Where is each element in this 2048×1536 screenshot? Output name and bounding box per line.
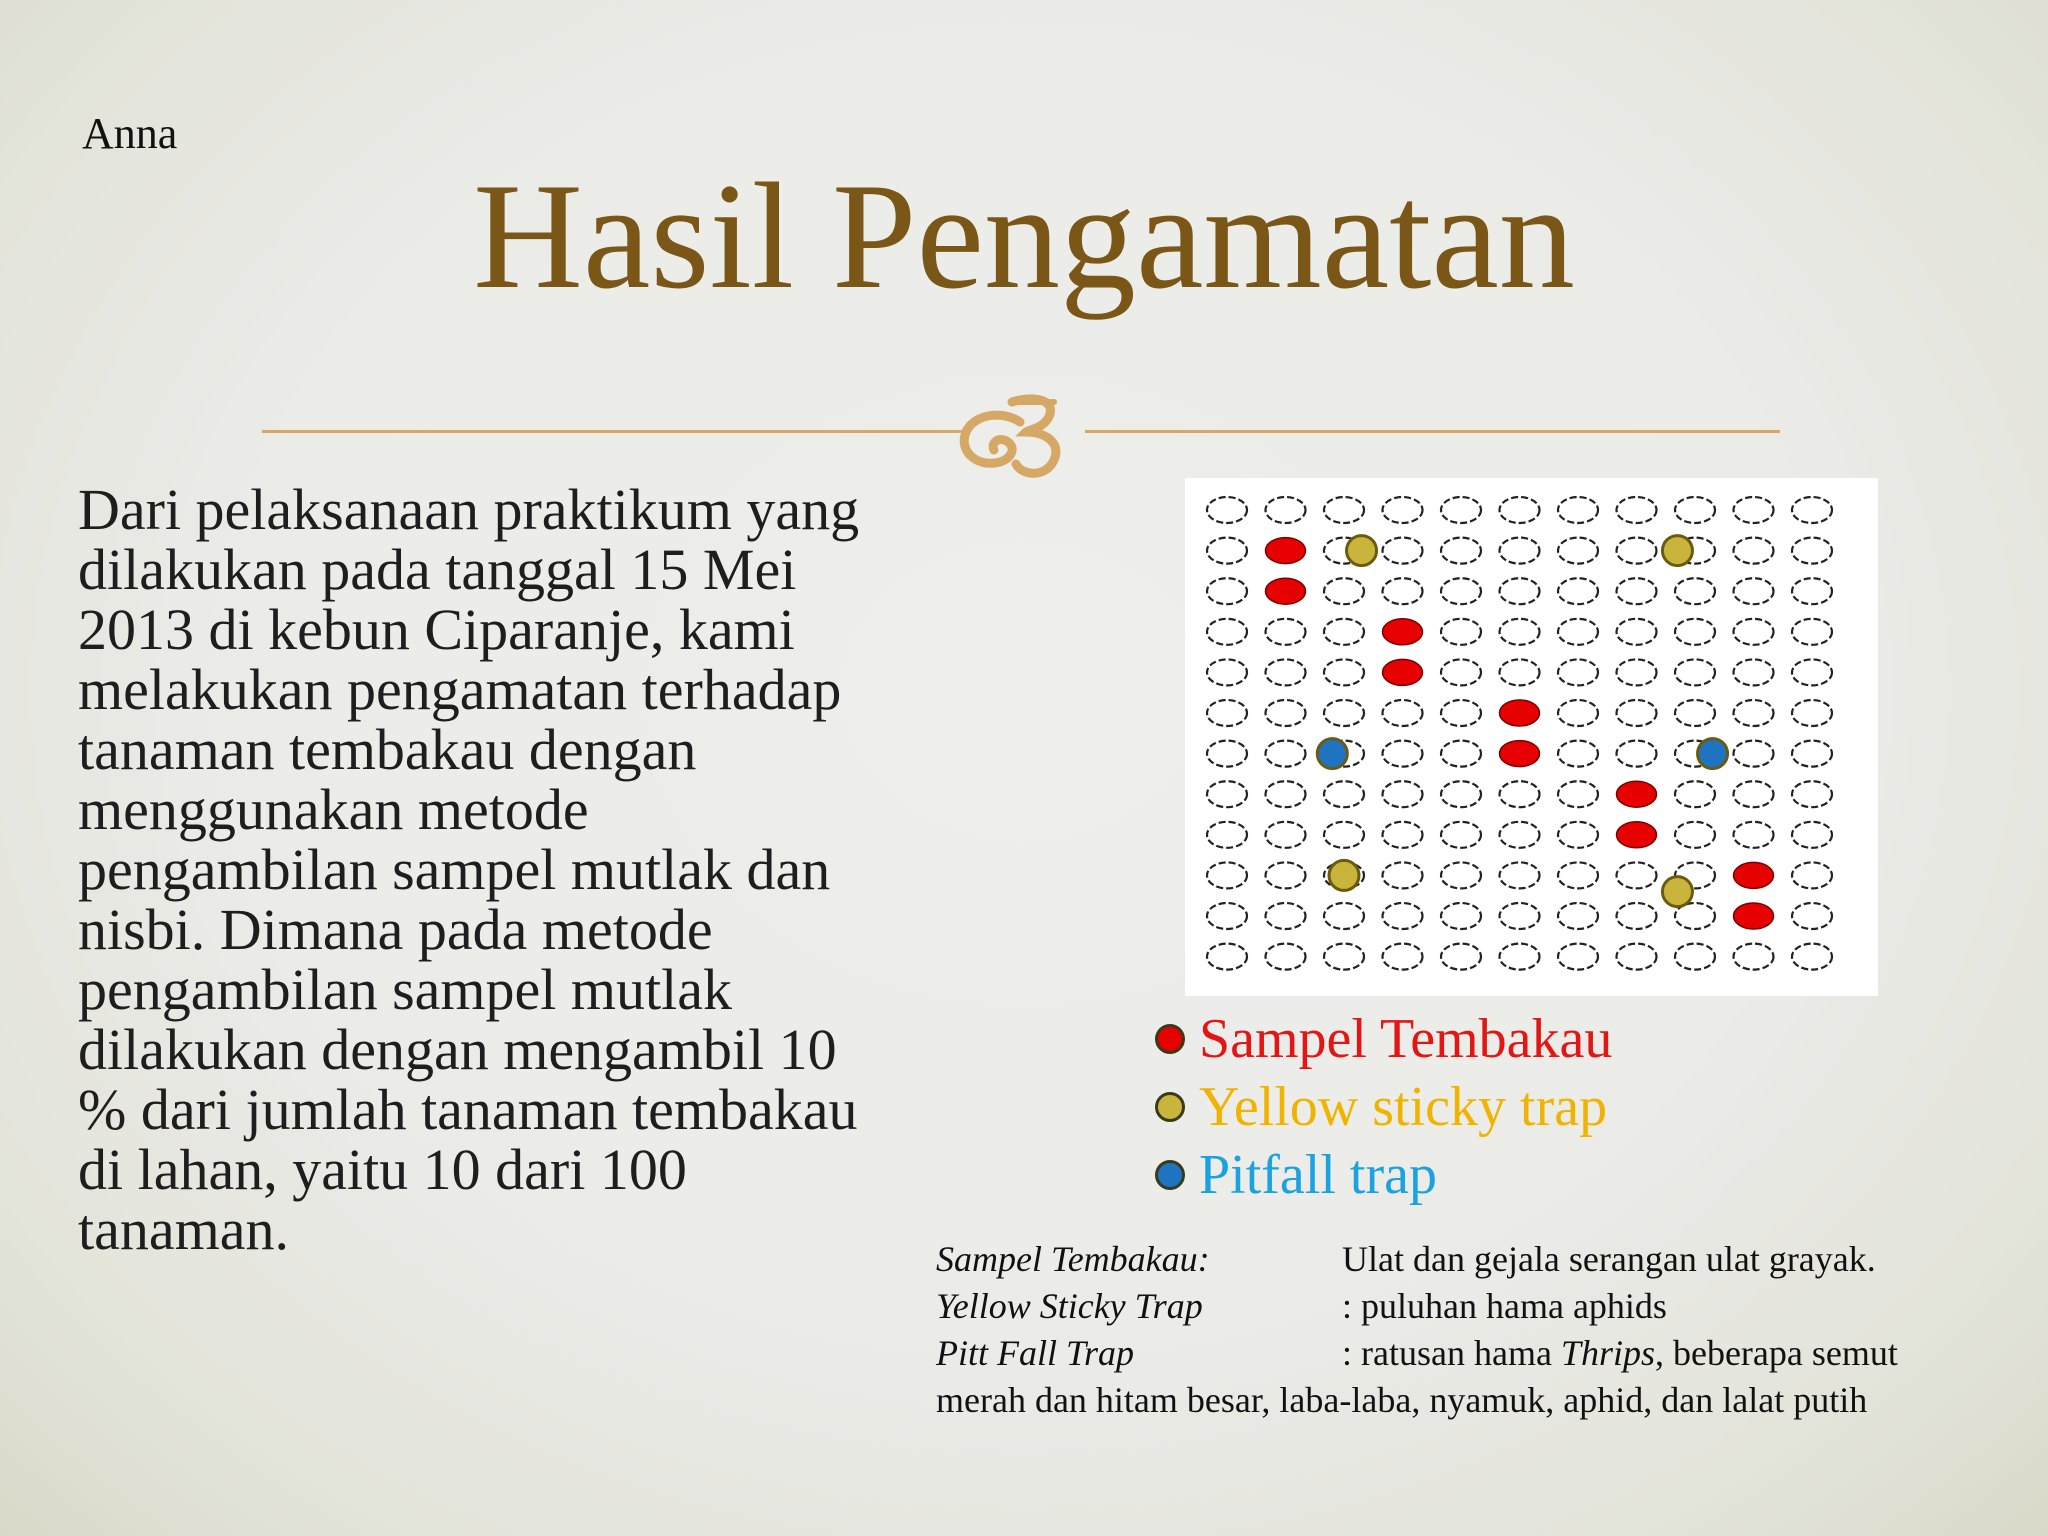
yellow-sticky-trap-marker bbox=[1662, 536, 1692, 566]
yellow-sticky-trap-marker bbox=[1347, 536, 1377, 566]
body-paragraph bbox=[78, 477, 898, 1262]
sampel-tembakau-plant bbox=[1734, 862, 1774, 888]
tobacco-plant bbox=[1675, 659, 1715, 685]
tobacco-plant bbox=[1207, 659, 1247, 685]
tobacco-plant bbox=[1500, 497, 1540, 523]
tobacco-plant bbox=[1441, 538, 1481, 564]
tobacco-plant bbox=[1324, 781, 1364, 807]
tobacco-plant bbox=[1383, 822, 1423, 848]
tobacco-plant bbox=[1207, 862, 1247, 888]
tobacco-plant bbox=[1207, 578, 1247, 604]
tobacco-plant bbox=[1500, 944, 1540, 970]
tobacco-plant bbox=[1558, 619, 1598, 645]
tobacco-plant bbox=[1734, 700, 1774, 726]
tobacco-plant bbox=[1441, 822, 1481, 848]
tobacco-plant bbox=[1792, 822, 1832, 848]
tobacco-plant bbox=[1500, 659, 1540, 685]
flourish-ornament-icon bbox=[950, 380, 1100, 490]
tobacco-plant bbox=[1734, 822, 1774, 848]
tobacco-plant bbox=[1792, 659, 1832, 685]
tobacco-plant bbox=[1792, 497, 1832, 523]
tobacco-plant bbox=[1734, 741, 1774, 767]
pitfall-trap-marker bbox=[1317, 739, 1347, 769]
note-key: Pitt Fall Trap bbox=[936, 1333, 1135, 1373]
note-value-pre: : ratusan hama bbox=[1342, 1333, 1561, 1373]
tobacco-plant bbox=[1324, 578, 1364, 604]
yellow-sticky-trap-marker bbox=[1662, 877, 1692, 907]
sampel-tembakau-plant bbox=[1266, 538, 1306, 564]
note-value bbox=[1342, 1330, 2036, 1377]
note-value-emphasis: Thrips bbox=[1560, 1333, 1655, 1373]
author-label: Anna bbox=[82, 109, 178, 158]
tobacco-plant bbox=[1558, 822, 1598, 848]
tobacco-plant bbox=[1266, 781, 1306, 807]
tobacco-plant bbox=[1558, 538, 1598, 564]
title-divider-right bbox=[1085, 430, 1780, 433]
tobacco-plant bbox=[1441, 619, 1481, 645]
sampel-tembakau-plant bbox=[1617, 822, 1657, 848]
tobacco-plant bbox=[1324, 700, 1364, 726]
tobacco-plant bbox=[1266, 659, 1306, 685]
figure-legend bbox=[1155, 1005, 1612, 1209]
tobacco-plant bbox=[1792, 700, 1832, 726]
tobacco-plant bbox=[1441, 700, 1481, 726]
tobacco-plant bbox=[1266, 741, 1306, 767]
tobacco-plant bbox=[1792, 944, 1832, 970]
tobacco-plant bbox=[1617, 700, 1657, 726]
blue-dot-icon bbox=[1155, 1160, 1185, 1190]
tobacco-plant bbox=[1383, 903, 1423, 929]
slide-title: Hasil Pengamatan bbox=[473, 152, 1575, 320]
note-row-yellow-sticky-trap bbox=[936, 1283, 2036, 1330]
tobacco-plant bbox=[1675, 619, 1715, 645]
tobacco-plant bbox=[1324, 944, 1364, 970]
tobacco-plant bbox=[1324, 822, 1364, 848]
tobacco-plant bbox=[1734, 538, 1774, 564]
tobacco-plant bbox=[1792, 903, 1832, 929]
tobacco-plant bbox=[1558, 578, 1598, 604]
tobacco-plant bbox=[1675, 497, 1715, 523]
tobacco-plant bbox=[1207, 619, 1247, 645]
tobacco-plant bbox=[1792, 619, 1832, 645]
sampel-tembakau-plant bbox=[1266, 578, 1306, 604]
sampel-tembakau-plant bbox=[1383, 619, 1423, 645]
tobacco-plant bbox=[1617, 862, 1657, 888]
note-value: : puluhan hama aphids bbox=[1342, 1286, 1667, 1326]
tobacco-plant bbox=[1207, 822, 1247, 848]
tobacco-plant bbox=[1207, 700, 1247, 726]
tobacco-plant bbox=[1266, 822, 1306, 848]
sampel-tembakau-plant bbox=[1500, 741, 1540, 767]
field-sampling-diagram bbox=[1185, 478, 1878, 996]
tobacco-plant bbox=[1734, 619, 1774, 645]
body-paragraph-text: Dari pelaksanaan praktikum yang dilakukan pada tanggal 15 Mei 2013 di kebun Ciparanje, kami melakukan pengamatan terhadap tanaman tembakau dengan menggunakan metode pengambilan sampel mutlak dan nisbi. Dimana pada metode pengambilan sampel mutlak dilakukan dengan mengambil 10 % dari jumlah tanaman tembakau di lahan, yaitu 10 dari 100 tanaman. bbox=[78, 477, 860, 1262]
tobacco-plant bbox=[1500, 781, 1540, 807]
tobacco-plant bbox=[1324, 903, 1364, 929]
tobacco-plant bbox=[1558, 903, 1598, 929]
tobacco-plant bbox=[1266, 619, 1306, 645]
tobacco-plant bbox=[1383, 862, 1423, 888]
tobacco-plant bbox=[1558, 741, 1598, 767]
tobacco-plant bbox=[1441, 944, 1481, 970]
tobacco-plant bbox=[1383, 741, 1423, 767]
tobacco-plant bbox=[1500, 903, 1540, 929]
tobacco-plant bbox=[1266, 497, 1306, 523]
sampel-tembakau-plant bbox=[1617, 781, 1657, 807]
tobacco-plant bbox=[1675, 700, 1715, 726]
legend-label: Pitfall trap bbox=[1199, 1144, 1437, 1206]
tobacco-plant bbox=[1383, 781, 1423, 807]
tobacco-plant bbox=[1441, 862, 1481, 888]
tobacco-plant bbox=[1675, 781, 1715, 807]
tobacco-plant bbox=[1266, 903, 1306, 929]
note-key: Sampel Tembakau: bbox=[936, 1239, 1210, 1279]
tobacco-plant bbox=[1617, 944, 1657, 970]
tobacco-plant bbox=[1558, 659, 1598, 685]
tobacco-plant bbox=[1558, 497, 1598, 523]
note-row-pitt-fall-trap bbox=[936, 1330, 2036, 1377]
tobacco-plant bbox=[1207, 497, 1247, 523]
sampel-tembakau-plant bbox=[1383, 659, 1423, 685]
tobacco-plant bbox=[1441, 781, 1481, 807]
pitfall-trap-marker bbox=[1698, 739, 1728, 769]
tobacco-plant bbox=[1383, 944, 1423, 970]
tobacco-plant bbox=[1266, 944, 1306, 970]
tobacco-plant bbox=[1617, 741, 1657, 767]
tobacco-plant bbox=[1617, 538, 1657, 564]
tobacco-plant bbox=[1266, 862, 1306, 888]
tobacco-plant bbox=[1617, 619, 1657, 645]
tobacco-plant bbox=[1734, 781, 1774, 807]
tobacco-plant bbox=[1792, 862, 1832, 888]
note-continuation: merah dan hitam besar, laba-laba, nyamuk, aphid, dan lalat putih bbox=[936, 1380, 1868, 1420]
tobacco-plant bbox=[1792, 538, 1832, 564]
note-row-sampel-tembakau bbox=[936, 1236, 2036, 1283]
tobacco-plant bbox=[1207, 781, 1247, 807]
tobacco-plant bbox=[1734, 944, 1774, 970]
tobacco-plant bbox=[1792, 781, 1832, 807]
tobacco-plant bbox=[1675, 944, 1715, 970]
tobacco-plant bbox=[1792, 578, 1832, 604]
tobacco-plant bbox=[1617, 497, 1657, 523]
yellow-sticky-trap-marker bbox=[1329, 860, 1359, 890]
tobacco-plant bbox=[1207, 741, 1247, 767]
note-key: Yellow Sticky Trap bbox=[936, 1286, 1203, 1326]
tobacco-plant bbox=[1675, 822, 1715, 848]
tobacco-plant bbox=[1266, 700, 1306, 726]
note-value-post: , beberapa semut bbox=[1654, 1333, 1898, 1373]
tobacco-plant bbox=[1500, 538, 1540, 564]
tobacco-plant bbox=[1324, 497, 1364, 523]
tobacco-plant bbox=[1207, 944, 1247, 970]
tobacco-plant bbox=[1383, 700, 1423, 726]
tobacco-plant bbox=[1383, 497, 1423, 523]
tobacco-plant bbox=[1617, 578, 1657, 604]
tobacco-plant bbox=[1617, 903, 1657, 929]
observation-notes bbox=[936, 1236, 2036, 1424]
tobacco-plant bbox=[1558, 700, 1598, 726]
tobacco-plant bbox=[1558, 862, 1598, 888]
legend-item-pitfall-trap bbox=[1155, 1141, 1612, 1209]
tobacco-plant bbox=[1558, 781, 1598, 807]
legend-item-yellow-sticky-trap bbox=[1155, 1073, 1612, 1141]
tobacco-plant bbox=[1617, 659, 1657, 685]
tobacco-plant bbox=[1734, 659, 1774, 685]
legend-label: Sampel Tembakau bbox=[1199, 1008, 1613, 1070]
tobacco-plant bbox=[1441, 903, 1481, 929]
tobacco-plant bbox=[1734, 578, 1774, 604]
tobacco-plant bbox=[1500, 862, 1540, 888]
tobacco-plant bbox=[1500, 822, 1540, 848]
tobacco-plant bbox=[1207, 903, 1247, 929]
yellow-dot-icon bbox=[1155, 1092, 1185, 1122]
legend-item-sampel-tembakau bbox=[1155, 1005, 1612, 1073]
sampel-tembakau-plant bbox=[1500, 700, 1540, 726]
tobacco-plant bbox=[1383, 578, 1423, 604]
tobacco-plant bbox=[1324, 619, 1364, 645]
tobacco-plant bbox=[1734, 497, 1774, 523]
tobacco-plant bbox=[1207, 538, 1247, 564]
tobacco-plant bbox=[1675, 578, 1715, 604]
legend-label: Yellow sticky trap bbox=[1199, 1076, 1608, 1138]
note-value: Ulat dan gejala serangan ulat grayak. bbox=[1342, 1239, 1876, 1279]
red-dot-icon bbox=[1155, 1024, 1185, 1054]
tobacco-plant bbox=[1558, 944, 1598, 970]
tobacco-plant bbox=[1441, 741, 1481, 767]
tobacco-plant bbox=[1441, 659, 1481, 685]
tobacco-plant bbox=[1500, 578, 1540, 604]
tobacco-plant bbox=[1500, 619, 1540, 645]
tobacco-plant bbox=[1383, 538, 1423, 564]
tobacco-plant bbox=[1792, 741, 1832, 767]
tobacco-plant bbox=[1441, 578, 1481, 604]
title-divider-left bbox=[262, 430, 962, 433]
tobacco-plant bbox=[1441, 497, 1481, 523]
sampel-tembakau-plant bbox=[1734, 903, 1774, 929]
tobacco-plant bbox=[1324, 659, 1364, 685]
